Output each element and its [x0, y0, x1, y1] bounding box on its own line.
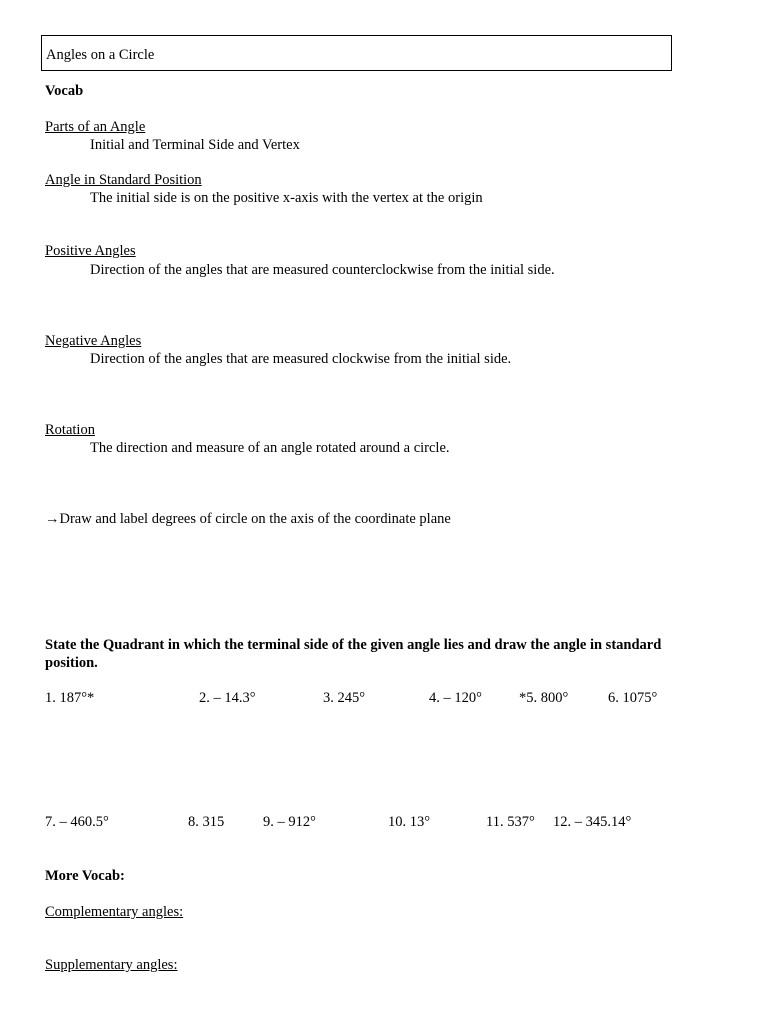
problem-2: 2. – 14.3°	[199, 690, 256, 706]
problem-3: 3. 245°	[323, 690, 366, 706]
problem-11: 11. 537°	[486, 814, 535, 830]
vocab-heading: Vocab	[45, 83, 84, 99]
quadrant-instruction-line2: position.	[45, 655, 98, 671]
term-positive-angles: Positive Angles	[45, 243, 136, 259]
problem-4: 4. – 120°	[429, 690, 482, 706]
problem-6: 6. 1075°	[608, 690, 658, 706]
definition-rotation: The direction and measure of an angle rotated around a circle.	[90, 440, 450, 456]
problem-5: *5. 800°	[519, 690, 569, 706]
problem-9: 9. – 912°	[263, 814, 316, 830]
draw-instruction: →Draw and label degrees of circle on the axis of the coordinate plane	[45, 511, 451, 527]
term-supplementary-angles: Supplementary angles:	[45, 957, 178, 973]
problem-8: 8. 315	[188, 814, 225, 830]
term-negative-angles: Negative Angles	[45, 333, 142, 349]
term-parts-of-angle: Parts of an Angle	[45, 119, 146, 135]
term-complementary-angles: Complementary angles:	[45, 904, 184, 920]
problem-12: 12. – 345.14°	[553, 814, 632, 830]
problem-1: 1. 187°*	[45, 690, 95, 706]
quadrant-instruction-line1: State the Quadrant in which the terminal side of the given angle lies and draw the angle in standard	[45, 637, 662, 653]
problem-7: 7. – 460.5°	[45, 814, 109, 830]
problem-10: 10. 13°	[388, 814, 431, 830]
term-rotation: Rotation	[45, 422, 95, 438]
more-vocab-heading: More Vocab:	[45, 868, 125, 884]
page-title: Angles on a Circle	[46, 47, 155, 63]
title-box	[41, 35, 672, 71]
definition-parts-of-angle: Initial and Terminal Side and Vertex	[90, 137, 300, 153]
definition-standard-position: The initial side is on the positive x-axis with the vertex at the origin	[90, 190, 483, 206]
definition-negative-angles: Direction of the angles that are measured clockwise from the initial side.	[90, 351, 512, 367]
term-standard-position: Angle in Standard Position	[45, 172, 202, 188]
definition-positive-angles: Direction of the angles that are measured counterclockwise from the initial side.	[90, 262, 555, 278]
